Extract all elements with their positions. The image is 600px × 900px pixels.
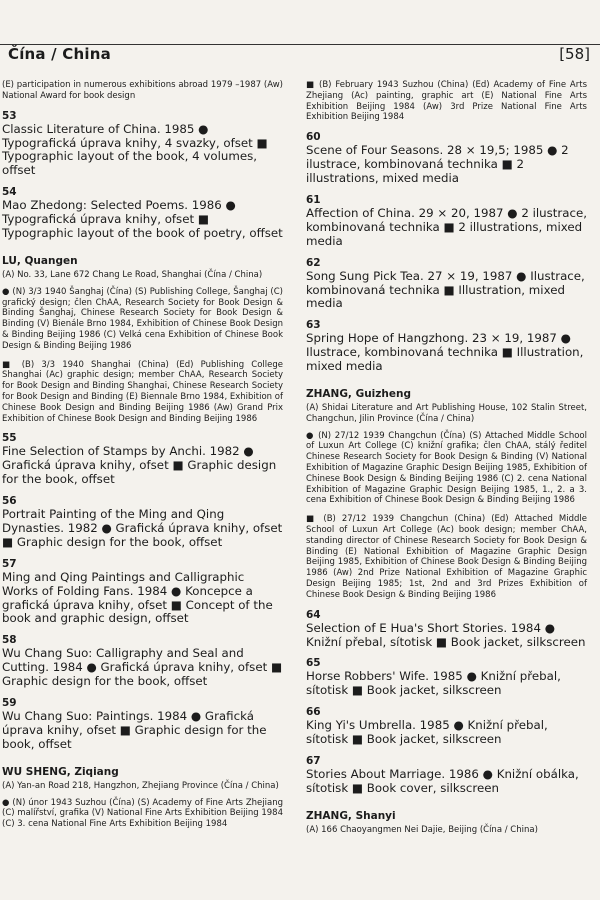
work-number: 56 (2, 495, 17, 508)
work-number: 62 (306, 256, 321, 269)
work-description: Selection of E Hua's Short Stories. 1984 ● Knižní přebal, sítotisk ■ Book jacket, silkscreen (306, 620, 586, 649)
artist-name: ZHANG, Guizheng (306, 388, 411, 401)
work-number: 58 (2, 634, 17, 647)
work-description: Affection of China. 29 × 20, 1987 ● 2 ilustrace, kombinovaná technika ■ 2 illustrations, mixed media (306, 205, 587, 248)
artist-name: LU, Quangen (2, 254, 78, 267)
work-entry (306, 131, 587, 186)
work-entry (306, 706, 587, 747)
artist-name: ZHANG, Shanyi (306, 809, 396, 822)
work-description: Stories About Marriage. 1986 ● Knižní obálka, sítotisk ■ Book cover, silkscreen (306, 767, 579, 795)
work-number: 65 (306, 657, 321, 670)
work-description: Portrait Painting of the Ming and Qing Dynasties. 1982 ● Grafická úprava knihy, ofset ■ Graphic design for the book, offset (2, 507, 283, 549)
work-description: King Yi's Umbrella. 1985 ● Knižní přebal, sítotisk ■ Book jacket, silkscreen (306, 718, 548, 747)
page-number: [58] (559, 45, 590, 63)
artist-address: (A) Yan-an Road 218, Hangzhon, Zhejiang Province (Čína / China) (2, 780, 279, 791)
work-number: 57 (2, 557, 17, 570)
artist-address: (A) Shidai Literature and Art Publishing House, 102 Stalin Street, Changchun, Jilin Province (Čína / China) (306, 403, 587, 424)
artist-bio-czech: ● (N) 3/3 1940 Šanghaj (Čína) (S) Publishing College, Šanghaj (C) grafický design; člen ChAA, Research Society for Book Design & Binding Šanghaj, Chinese Research Society for Book Design & Binding (V) Bienále Brno 1984, Exhibition of Chinese Book Design & Binding Beijing 1986 (C) Velká cena Exhibition of Chinese Book Design & Binding Beijing 1986 (2, 286, 283, 351)
work-entry (306, 657, 587, 698)
work-entry (306, 319, 587, 374)
work-entry (2, 432, 283, 487)
work-entry (306, 755, 587, 796)
work-number: 54 (2, 186, 17, 199)
left-column (2, 80, 283, 838)
artist-name: WU SHENG, Ziqiang (2, 765, 119, 778)
work-description: Wu Chang Suo: Calligraphy and Seal and Cutting. 1984 ● Grafická úprava knihy, ofset ■ Graphic design for the book, offset (2, 646, 283, 689)
work-number: 53 (2, 109, 17, 122)
work-number: 60 (306, 131, 321, 144)
artist-bio-english: ■ (B) 27/12 1939 Changchun (China) (Ed) Attached Middle School of Luxun Art College (Ac) book design; member ChAA, standing director of Chinese Research Society for Book Design & Binding (E) National Exhibition of Magazine Graphic Design Beijing 1985, Exhibition of Chinese Book Design & Binding Beijing 1986 (Aw) 2nd Prize National Exhibition of Magazine Graphic Design Beijing 1985; 1st, 2nd and 3rd Prizes Exhibition of Chinese Book Design & Binding Beijing 1986 (306, 514, 587, 600)
work-number: 63 (306, 319, 321, 332)
artist-bio-english: ■ (B) 3/3 1940 Shanghai (China) (Ed) Publishing College Shanghai (Ac) graphic design; member ChAA, Research Society for Book Design and Binding Shanghai, Chinese Research Society for Book Design and Binding (E) Biennale Brno 1984, Exhibition of Chinese Book Design and Binding Beijing 1986 (Aw) Grand Prix Exhibition of Chinese Book Design and Binding Beijing 1986 (2, 359, 283, 424)
section-title: Čína / China (8, 45, 111, 63)
work-description: Horse Robbers' Wife. 1985 ● Knižní přebal, sítotisk ■ Book jacket, silkscreen (306, 669, 561, 698)
work-entry (2, 697, 283, 752)
work-description: Wu Chang Suo: Paintings. 1984 ● Grafická úprava knihy, ofset ■ Graphic design for the book, offset (2, 709, 267, 751)
work-description: Fine Selection of Stamps by Anchi. 1982 ● Grafická úprava knihy, ofset ■ Graphic design for the book, offset (2, 444, 277, 487)
work-description: Scene of Four Seasons. 28 × 19,5; 1985 ● 2 ilustrace, kombinovaná technika ■ 2 illustrations, mixed media (306, 143, 569, 185)
work-number: 67 (306, 755, 321, 768)
bio-continued: ■ (B) February 1943 Suzhou (China) (Ed) Academy of Fine Arts Zhejiang (Ac) painting, graphic art (E) National Fine Arts Exhibition Beijing 1984 (Aw) 3rd Prize National Fine Arts Exhibition Beijing 1984 (306, 80, 587, 123)
right-column (306, 80, 587, 842)
bio-continued: (E) participation in numerous exhibitions abroad 1979 –1987 (Aw) National Award for book design (2, 80, 283, 101)
work-entry (2, 186, 283, 241)
work-number: 59 (2, 697, 17, 710)
work-number: 55 (2, 432, 17, 445)
work-entry (2, 634, 283, 689)
artist-address: (A) 166 Chaoyangmen Nei Dajie, Beijing (Čína / China) (306, 824, 538, 835)
work-description: Classic Literature of China. 1985 ● Typografická úprava knihy, 4 svazky, ofset ■ Typographic layout of the book, 4 volumes, offset (2, 121, 268, 178)
work-description: Song Sung Pick Tea. 27 × 19, 1987 ● Ilustrace, kombinovaná technika ■ Illustration, mixed media (306, 268, 585, 311)
work-number: 61 (306, 193, 321, 206)
work-entry (2, 110, 283, 179)
artist-bio-czech: ● (N) únor 1943 Suzhou (Čína) (S) Academy of Fine Arts Zhejiang (C) malířství, grafika (V) National Fine Arts Exhibition Beijing 1984 (C) 3. cena National Fine Arts Exhibition Beijing 1984 (2, 797, 283, 830)
work-description: Spring Hope of Hangzhong. 23 × 19, 1987 ● Ilustrace, kombinovaná technika ■ Illustration, mixed media (306, 331, 584, 374)
work-description: Ming and Qing Paintings and Calligraphic Works of Folding Fans. 1984 ● Koncepce a grafická úprava knihy, ofset ■ Concept of the book and graphic design, offset (2, 569, 273, 626)
work-number: 66 (306, 706, 321, 719)
work-entry (306, 194, 587, 249)
work-entry (306, 609, 587, 650)
work-entry (2, 558, 283, 627)
work-entry (2, 495, 283, 550)
work-entry (306, 257, 587, 312)
work-description: Mao Zhedong: Selected Poems. 1986 ● Typografická úprava knihy, ofset ■ Typographic layout of the book of poetry, offset (2, 198, 283, 241)
artist-bio-czech: ● (N) 27/12 1939 Changchun (Čína) (S) Attached Middle School of Luxun Art College (C) knižní grafika; člen ChAA, stálý ředitel Chinese Research Society for Book Design & Binding (V) National Exhibition of Magazine Graphic Design Beijing 1985, Exhibition of Chinese Book Design & Binding Beijing 1986 (C) 2. cena National Exhibition of Magazine Graphic Design Beijing 1985, 1., 2. a 3. cena Exhibition of Chinese Book Design & Binding Beijing 1986 (306, 430, 587, 506)
artist-address: (A) No. 33, Lane 672 Chang Le Road, Shanghai (Čína / China) (2, 269, 263, 280)
work-number: 64 (306, 608, 321, 621)
